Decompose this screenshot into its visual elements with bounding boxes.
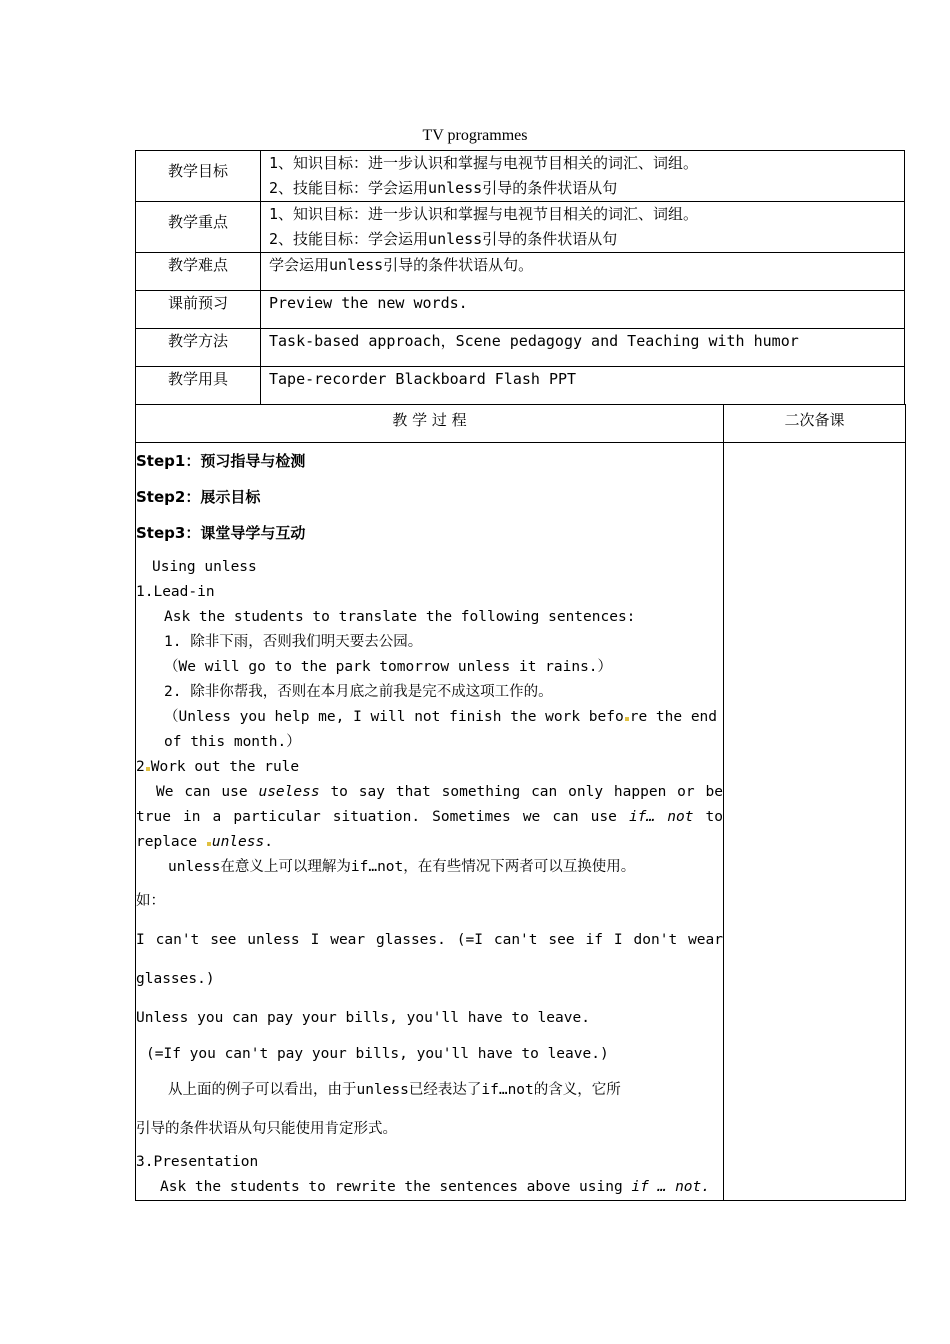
info-label-cell bbox=[136, 202, 261, 253]
info-label-cell bbox=[136, 253, 261, 291]
document-title: TV programmes bbox=[422, 127, 528, 144]
example-2b: (=If you can't pay your bills, you'll have to leave.) bbox=[146, 1046, 609, 1062]
info-line: Tape-recorder Blackboard Flash PPT bbox=[269, 370, 577, 388]
mark-dot bbox=[625, 717, 629, 721]
teaching-process-table bbox=[135, 404, 906, 1201]
mark-dot bbox=[146, 767, 150, 771]
info-line: 1、知识目标：进一步认识和掌握与电视节目相关的词汇、词组。 bbox=[269, 154, 699, 172]
info-label: 教学用具 bbox=[167, 370, 228, 388]
info-line: 学会运用unless引导的条件状语从句。 bbox=[269, 256, 534, 274]
rule-text: to bbox=[705, 809, 723, 825]
side-header: 二次备课 bbox=[784, 411, 845, 429]
info-value-cell bbox=[261, 367, 905, 405]
process-body-row bbox=[136, 443, 906, 1201]
ru-label: 如： bbox=[136, 893, 165, 909]
presentation-heading: 3.Presentation bbox=[136, 1154, 259, 1170]
rule-keyword: unless bbox=[211, 834, 265, 850]
info-row bbox=[136, 367, 905, 405]
work-out-label: Work out the rule bbox=[150, 759, 300, 775]
secondary-prep-cell bbox=[724, 443, 906, 1201]
rewrite-keyword: if … not. bbox=[631, 1179, 710, 1195]
rewrite-text: Ask the students to rewrite the sentences above using bbox=[160, 1179, 623, 1195]
info-value-cell bbox=[261, 151, 905, 202]
sentence-2-en-part: （Unless you help me, I will not finish the work befo bbox=[164, 709, 624, 725]
sentence-1-cn: 1. 除非下雨，否则我们明天要去公园。 bbox=[164, 634, 423, 650]
info-label-cell bbox=[136, 151, 261, 202]
process-header-row bbox=[136, 405, 906, 443]
info-value-cell bbox=[261, 329, 905, 367]
rule-text: replace bbox=[136, 834, 198, 850]
info-row bbox=[136, 202, 905, 253]
lesson-info-table bbox=[135, 150, 905, 405]
process-header-cell bbox=[136, 405, 724, 443]
info-label-cell bbox=[136, 291, 261, 329]
lead-in: 1.Lead-in bbox=[136, 584, 215, 600]
cn-note-line-2: 引导的条件状语从句只能使用肯定形式。 bbox=[136, 1121, 397, 1137]
info-row bbox=[136, 291, 905, 329]
info-row bbox=[136, 253, 905, 291]
info-line: Task-based approach，Scene pedagogy and Teaching with humor bbox=[269, 332, 799, 350]
rule-line-2 bbox=[136, 805, 723, 830]
work-out-heading bbox=[136, 755, 723, 780]
info-value-cell bbox=[261, 253, 905, 291]
process-content bbox=[136, 443, 724, 1201]
step1-heading: Step1：预习指导与检测 bbox=[136, 452, 306, 470]
sentence-2-en-part: re the end bbox=[629, 709, 718, 725]
info-label: 教学重点 bbox=[167, 213, 228, 231]
sentence-2-en bbox=[136, 705, 723, 730]
info-row bbox=[136, 329, 905, 367]
sentence-2-en-cont: of this month.） bbox=[164, 734, 301, 750]
rewrite-instruction bbox=[136, 1175, 723, 1200]
info-label-cell bbox=[136, 367, 261, 405]
info-line: 2、技能目标：学会运用unless引导的条件状语从句 bbox=[269, 179, 618, 197]
using-unless: Using unless bbox=[152, 559, 257, 575]
rule-text: . bbox=[264, 834, 273, 850]
cn-note-line-1: 从上面的例子可以看出，由于unless已经表达了if…not的含义，它所 bbox=[168, 1082, 621, 1098]
rule-text: true in a particular situation. Sometimes we can use bbox=[136, 809, 617, 825]
mark-dot bbox=[207, 842, 211, 846]
step2-heading: Step2：展示目标 bbox=[136, 488, 261, 506]
rule-line-3 bbox=[136, 830, 723, 855]
example-1a: I can't see unless I wear glasses. (=I can't see if I don't wear bbox=[136, 932, 723, 948]
rule-keyword: if… bbox=[628, 809, 656, 825]
rule-text: to say that something can only happen or be bbox=[330, 784, 723, 800]
rule-keyword: useless bbox=[258, 784, 320, 800]
info-line: Preview the new words. bbox=[269, 294, 468, 312]
info-label-cell bbox=[136, 329, 261, 367]
sentence-1-en: （We will go to the park tomorrow unless it rains.） bbox=[164, 659, 613, 675]
cn-rule: unless在意义上可以理解为if…not，在有些情况下两者可以互换使用。 bbox=[168, 859, 636, 875]
info-label: 教学难点 bbox=[167, 256, 228, 274]
info-line: 1、知识目标：进一步认识和掌握与电视节目相关的词汇、词组。 bbox=[269, 205, 699, 223]
rule-line-1 bbox=[136, 780, 723, 805]
info-label: 教学目标 bbox=[167, 162, 228, 180]
info-value-cell bbox=[261, 202, 905, 253]
process-header: 教 学 过 程 bbox=[392, 411, 467, 429]
rule-text: We can use bbox=[156, 784, 248, 800]
info-row bbox=[136, 151, 905, 202]
info-label: 教学方法 bbox=[167, 332, 228, 350]
example-2a: Unless you can pay your bills, you'll have to leave. bbox=[136, 1010, 590, 1026]
side-header-cell bbox=[724, 405, 906, 443]
work-out-num: 2 bbox=[136, 759, 145, 775]
info-value-cell bbox=[261, 291, 905, 329]
info-line: 2、技能目标：学会运用unless引导的条件状语从句 bbox=[269, 230, 618, 248]
example-1b: glasses.) bbox=[136, 971, 215, 987]
ask-translate: Ask the students to translate the following sentences: bbox=[164, 609, 636, 625]
step3-heading: Step3：课堂导学与互动 bbox=[136, 524, 306, 542]
rule-keyword: not bbox=[667, 809, 694, 825]
sentence-2-cn: 2. 除非你帮我，否则在本月底之前我是完不成这项工作的。 bbox=[164, 684, 553, 700]
info-label: 课前预习 bbox=[167, 294, 228, 312]
